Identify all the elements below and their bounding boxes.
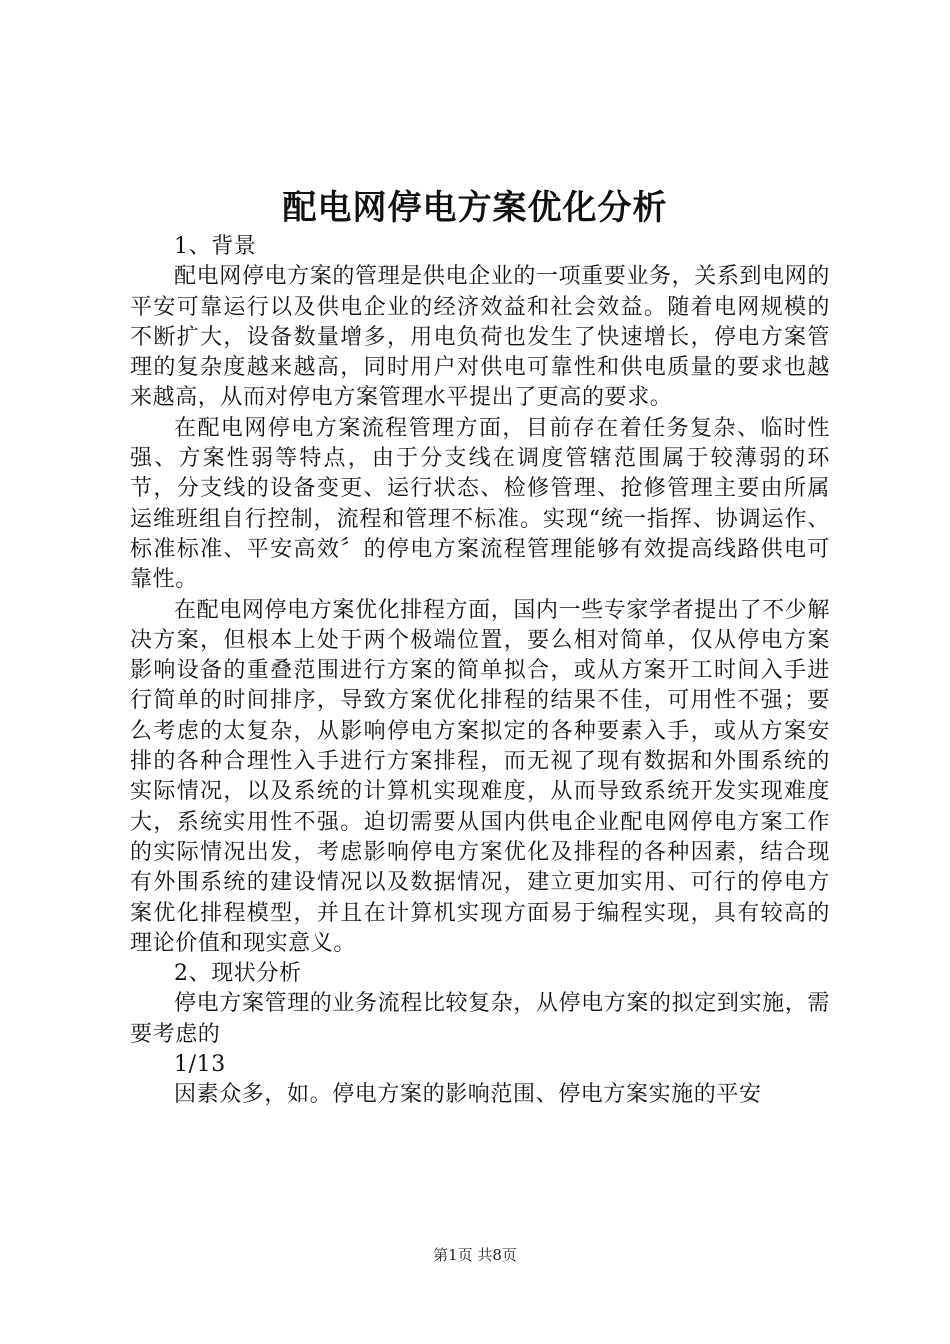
document-title: 配电网停电方案优化分析 [282, 188, 668, 228]
paragraph: 在配电网停电方案优化排程方面，国内一些专家学者提出了不少解决方案，但根本上处于两个极端位置，要么相对简单，仅从停电方案影响设备的重叠范围进行方案的简单拟合，或从方案开工时间入手进行简单的时间排序，导致方案优化排程的结果不佳，可用性不强；要么考虑的太复杂，从影响停电方案拟定的各种要素入手，或从方案安排的各种合理性入手进行方案排程，而无视了现有数据和外围系统的实际情况，以及系统的计算机实现难度，从而导致系统开发实现难度大，系统实用性不强。迫切需要从国内供电企业配电网停电方案工作的实际情况出发，考虑影响停电方案优化及排程的各种因素，结合现有外围系统的建设情况以及数据情况，建立更加实用、可行的停电方案优化排程模型，并且在计算机实现方面易于编程实现，具有较高的理论价值和现实意义。 [130, 597, 830, 956]
section-heading-status-analysis: 2、现状分析 [174, 961, 302, 987]
section-heading-background: 1、背景 [174, 234, 257, 259]
paragraph: 配电网停电方案的管理是供电企业的一项重要业务，关系到电网的平安可靠运行以及供电企业的经济效益和社会效益。随着电网规模的不断扩大，设备数量增多，用电负荷也发生了快速增长，停电方案管理的复杂度越来越高，同时用户对供电可靠性和供电质量的要求也越来越高，从而对停电方案管理水平提出了更高的要求。 [130, 264, 830, 411]
paragraph: 在配电网停电方案流程管理方面，目前存在着任务复杂、临时性强、方案性弱等特点，由于分支线在调度管辖范围属于较薄弱的环节，分支线的设备变更、运行状态、检修管理、抢修管理主要由所属运维班组自行控制，流程和管理不标准。实现“统一指挥、协调运作、标准标准、平安高效〞的停电方案流程管理能够有效提高线路供电可靠性。 [130, 415, 830, 593]
paragraph: 停电方案管理的业务流程比较复杂，从停电方案的拟定到实施，需要考虑的 [130, 991, 830, 1047]
page-footer: 第1页 共8页 [433, 1246, 517, 1264]
inline-page-marker: 1/13 [174, 1052, 226, 1078]
document-body [130, 232, 830, 1111]
paragraph: 因素众多，如。停电方案的影响范围、停电方案实施的平安 [174, 1082, 762, 1108]
